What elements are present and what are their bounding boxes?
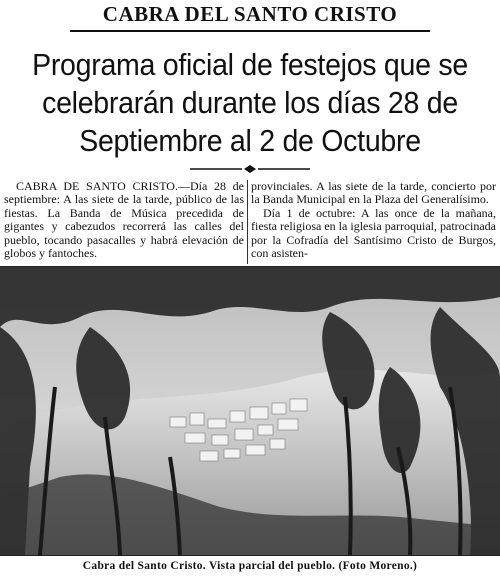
headline-line-1: Programa oficial de festejos que se [32,47,468,82]
article-paragraph: provinciales. A las siete de la tarde, concierto por la Banda Municipal en la Plaza del Generalísimo. [251,180,496,207]
article-column-left [4,180,248,264]
article-columns [0,180,500,264]
kicker-title: CABRA DEL SANTO CRISTO [70,2,430,32]
headline-line-2: celebrarán durante los días 28 de [42,85,458,120]
headline [26,46,475,160]
article-paragraph: Día 1 de octubre: A las once de la mañana, fiesta religiosa en la iglesia parroquial, patrocinada por la Cofradía del Santísimo Cristo de Burgos, con asisten- [251,205,496,261]
article-column-right [251,180,496,264]
landscape-photo-illustration [0,267,500,555]
photo-caption: Cabra del Santo Cristo. Vista parcial del pueblo. (Foto Moreno.) [82,560,418,572]
headline-line-3: Septiembre al 2 de Octubre [79,123,421,158]
news-photo [0,266,500,556]
ornament-divider [190,165,310,173]
article-paragraph: CABRA DE SANTO CRISTO.—Día 28 de septiembre: A las siete de la tarde, público de las fiestas. La Banda de Música precedida de gigantes y cabezudos recorrerá las calles del pueblo, tocando pasacalles y habrá elevación de globos y fantoches. [4,180,244,261]
